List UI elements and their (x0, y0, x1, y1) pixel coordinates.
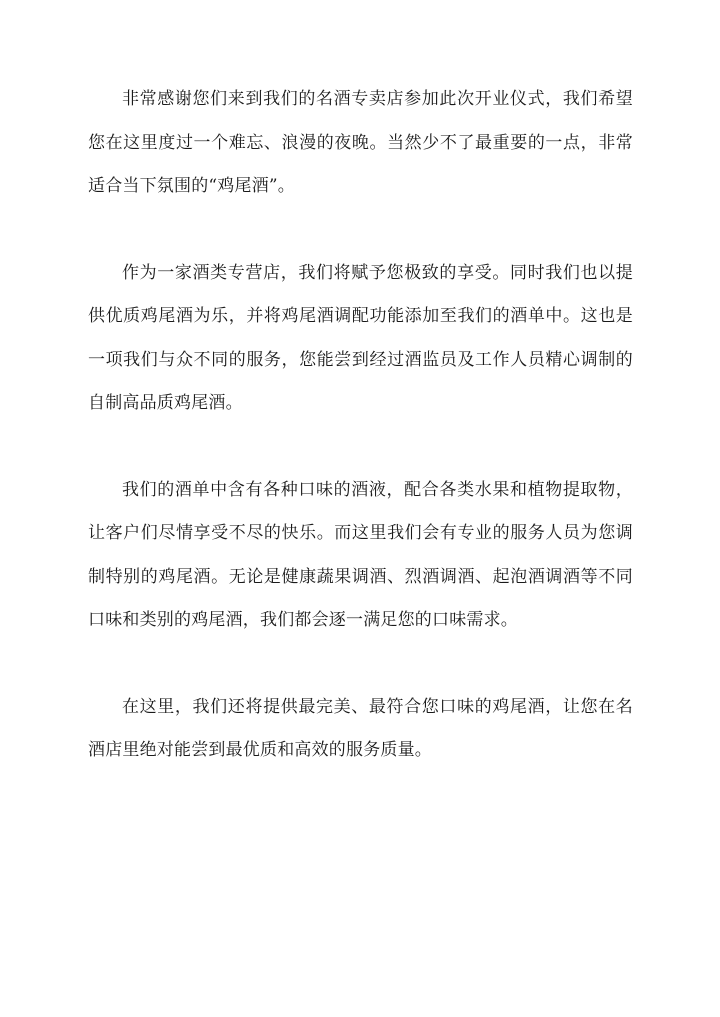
document-body (88, 78, 633, 773)
paragraph-menu: 我们的酒单中含有各种口味的酒液，配合各类水果和植物提取物，让客户们尽情享受不尽的快乐。而这里我们会有专业的服务人员为您调制特别的鸡尾酒。无论是健康蔬果调酒、烈酒调酒、起泡酒调酒等不同口味和类别的鸡尾酒，我们都会逐一满足您的口味需求。 (88, 479, 633, 630)
paragraph-opening: 非常感谢您们来到我们的名酒专卖店参加此次开业仪式，我们希望您在这里度过一个难忘、浪漫的夜晚。当然少不了最重要的一点，非常适合当下氛围的“鸡尾酒”。 (88, 89, 633, 196)
paragraph-service: 作为一家酒类专营店，我们将赋予您极致的享受。同时我们也以提供优质鸡尾酒为乐，并将鸡尾酒调配功能添加至我们的酒单中。这也是一项我们与众不同的服务，您能尝到经过酒监员及工作人员精心调制的自制高品质鸡尾酒。 (88, 262, 633, 413)
paragraph-closing: 在这里，我们还将提供最完美、最符合您口味的鸡尾酒，让您在名酒店里绝对能尝到最优质和高效的服务质量。 (88, 696, 633, 760)
